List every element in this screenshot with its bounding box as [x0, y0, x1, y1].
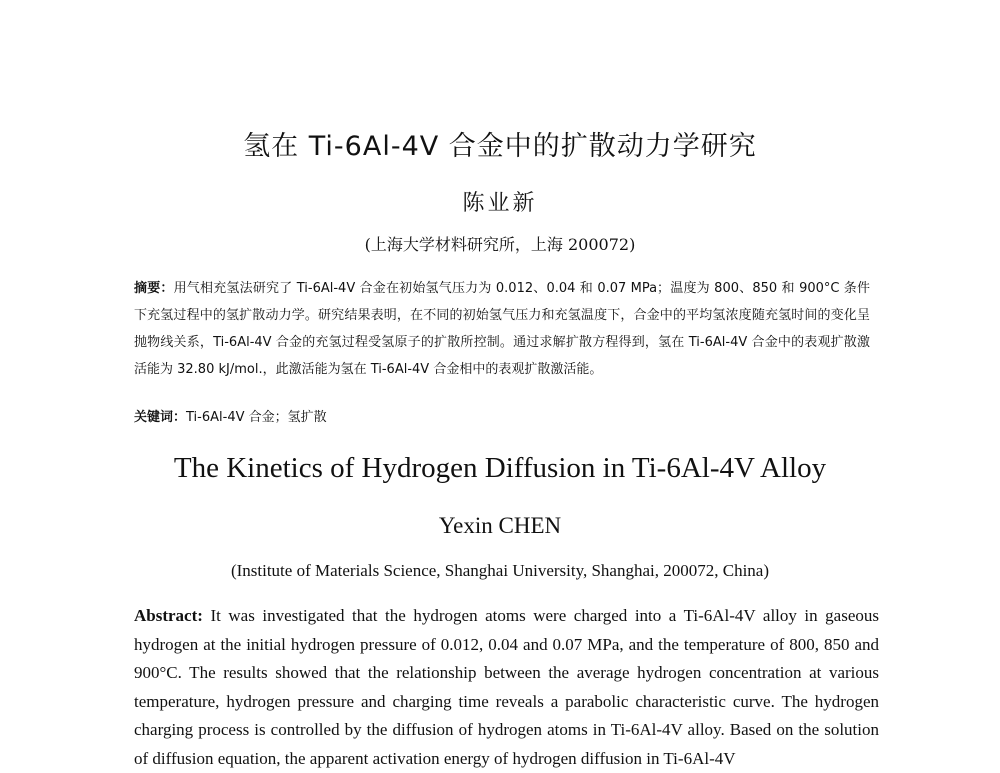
english-abstract-label: Abstract:: [134, 606, 203, 625]
chinese-keywords-label: 关键词：: [134, 410, 187, 425]
chinese-author: 陈业新: [462, 191, 538, 216]
english-title: The Kinetics of Hydrogen Diffusion in Ti-6Al-4V Alloy: [173, 452, 827, 484]
chinese-abstract: [134, 275, 870, 383]
chinese-title: 氢在 Ti-6Al-4V 合金中的扩散动力学研究: [243, 131, 757, 162]
english-abstract-text: It was investigated that the hydrogen atoms were charged into a Ti-6Al-4V alloy in gaseous hydrogen at the initial hydrogen pressure of 0.012, 0.04 and 0.07 MPa, and the temperature of 800, 850 and 900°C. The results showed that the relationship between the average hydrogen concentration at various temperature, hydrogen pressure and charging time reveals a parabolic characteristic curve. The hydrogen charging process is controlled by the diffusion of hydrogen atoms in Ti-6Al-4V alloy. Based on the solution of diffusion equation, the apparent activation energy of hydrogen diffusion in Ti-6Al-4V: [134, 606, 880, 768]
chinese-affiliation: (上海大学材料研究所，上海 200072): [364, 235, 636, 254]
chinese-keywords: [134, 406, 870, 425]
chinese-abstract-text: 用气相充氢法研究了 Ti-6Al-4V 合金在初始氢气压力为 0.012、0.04 和 0.07 MPa；温度为 800、850 和 900°C 条件下充氢过程中的氢扩散动力学。研究结果表明，在不同的初始氢气压力和充氢温度下，合金中的平均氢浓度随充氢时间的变化呈抛物线关系，Ti-6Al-4V 合金的充氢过程受氢原子的扩散所控制。通过求解扩散方程得到，氢在 Ti-6Al-4V 合金中的表观扩散激活能为 32.80 kJ/mol.，此激活能为氢在 Ti-6Al-4V 合金相中的表观扩散激活能。: [134, 281, 870, 377]
chinese-abstract-label: 摘要：: [134, 281, 174, 296]
chinese-keywords-text: Ti-6Al-4V 合金；氢扩散: [186, 410, 327, 425]
english-abstract: [134, 602, 879, 773]
english-author: Yexin CHEN: [438, 513, 562, 538]
english-affiliation: (Institute of Materials Science, Shanghai University, Shanghai, 200072, China): [230, 561, 770, 580]
